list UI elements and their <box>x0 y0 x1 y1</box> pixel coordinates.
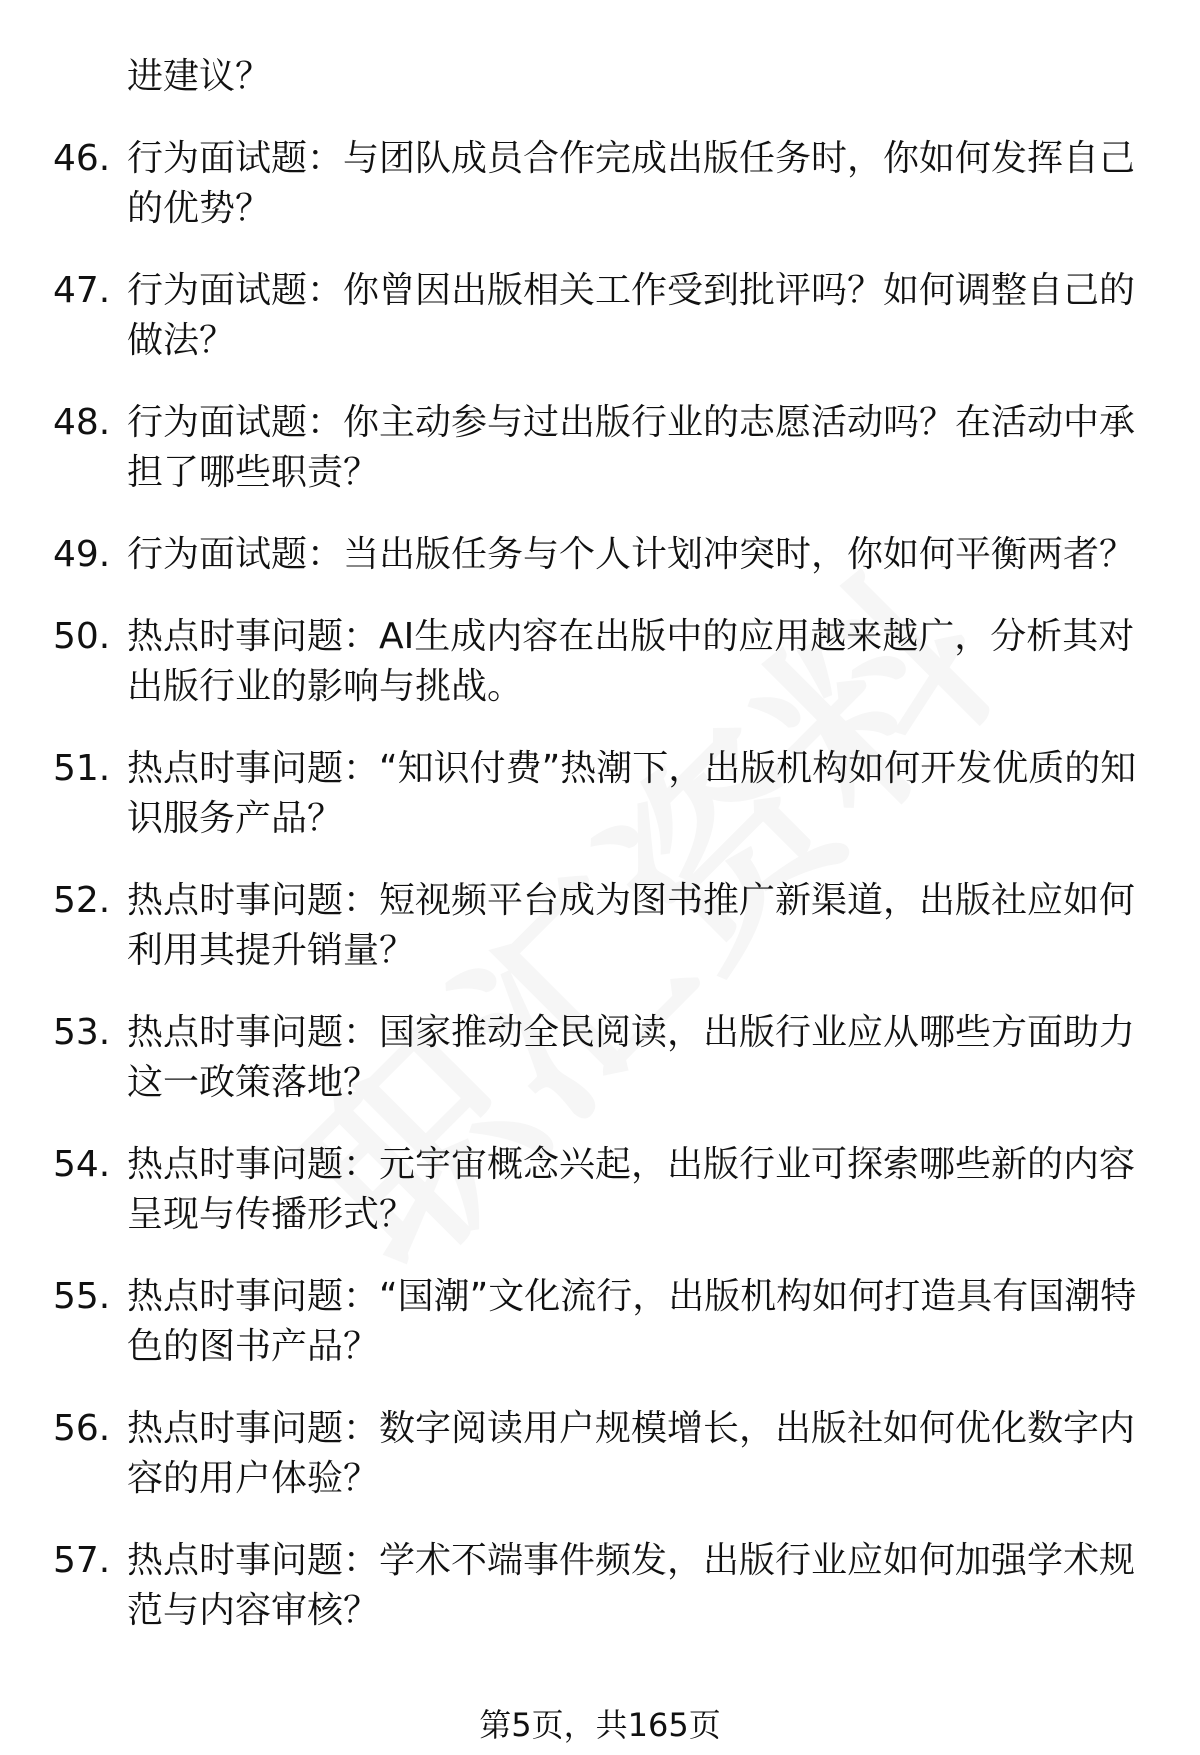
question-number: 47. <box>53 270 111 311</box>
question-number: 53. <box>53 1012 111 1053</box>
question-text: 热点时事问题：AI生成内容在出版中的应用越来越广，分析其对出版行业的影响与挑战。 <box>127 616 1135 707</box>
question-number: 56. <box>53 1408 111 1449</box>
question-item <box>0 1536 1200 1636</box>
question-item <box>0 530 1200 580</box>
question-continuation <box>0 52 1200 102</box>
question-number: 57. <box>53 1540 111 1581</box>
question-text: 热点时事问题：数字阅读用户规模增长，出版社如何优化数字内容的用户体验？ <box>127 1408 1136 1499</box>
question-item <box>0 266 1200 366</box>
question-text: 行为面试题：与团队成员合作完成出版任务时，你如何发挥自己的优势？ <box>127 138 1136 229</box>
question-item <box>0 398 1200 498</box>
question-item <box>0 744 1200 844</box>
question-number: 46. <box>53 138 111 179</box>
question-item <box>0 1404 1200 1504</box>
question-continuation-text: 进建议？ <box>127 56 272 97</box>
question-text: 热点时事问题：元宇宙概念兴起，出版行业可探索哪些新的内容呈现与传播形式？ <box>127 1144 1136 1235</box>
question-item <box>0 134 1200 234</box>
question-item <box>0 1272 1200 1372</box>
question-list <box>0 52 1200 1668</box>
question-item <box>0 1140 1200 1240</box>
question-item <box>0 612 1200 712</box>
question-item <box>0 1008 1200 1108</box>
question-number: 55. <box>53 1276 111 1317</box>
question-number: 52. <box>53 880 111 921</box>
question-text: 热点时事问题：“国潮”文化流行，出版机构如何打造具有国潮特色的图书产品？ <box>127 1276 1137 1367</box>
question-number: 50. <box>53 616 111 657</box>
question-text: 热点时事问题：学术不端事件频发，出版行业应如何加强学术规范与内容审核？ <box>127 1540 1136 1631</box>
question-number: 51. <box>53 748 111 789</box>
question-number: 54. <box>53 1144 111 1185</box>
question-text: 热点时事问题：国家推动全民阅读，出版行业应从哪些方面助力这一政策落地？ <box>127 1012 1136 1103</box>
question-text: 热点时事问题：“知识付费”热潮下，出版机构如何开发优质的知识服务产品？ <box>127 748 1137 839</box>
question-text: 行为面试题：你曾因出版相关工作受到批评吗？如何调整自己的做法？ <box>127 270 1136 361</box>
question-item <box>0 876 1200 976</box>
question-text: 行为面试题：当出版任务与个人计划冲突时，你如何平衡两者？ <box>127 534 1136 575</box>
question-number: 48. <box>53 402 111 443</box>
question-text: 行为面试题：你主动参与过出版行业的志愿活动吗？在活动中承担了哪些职责？ <box>127 402 1136 493</box>
question-text: 热点时事问题：短视频平台成为图书推广新渠道，出版社应如何利用其提升销量？ <box>127 880 1136 971</box>
question-number: 49. <box>53 534 111 575</box>
page-footer: 第5页，共165页 <box>479 1706 721 1744</box>
